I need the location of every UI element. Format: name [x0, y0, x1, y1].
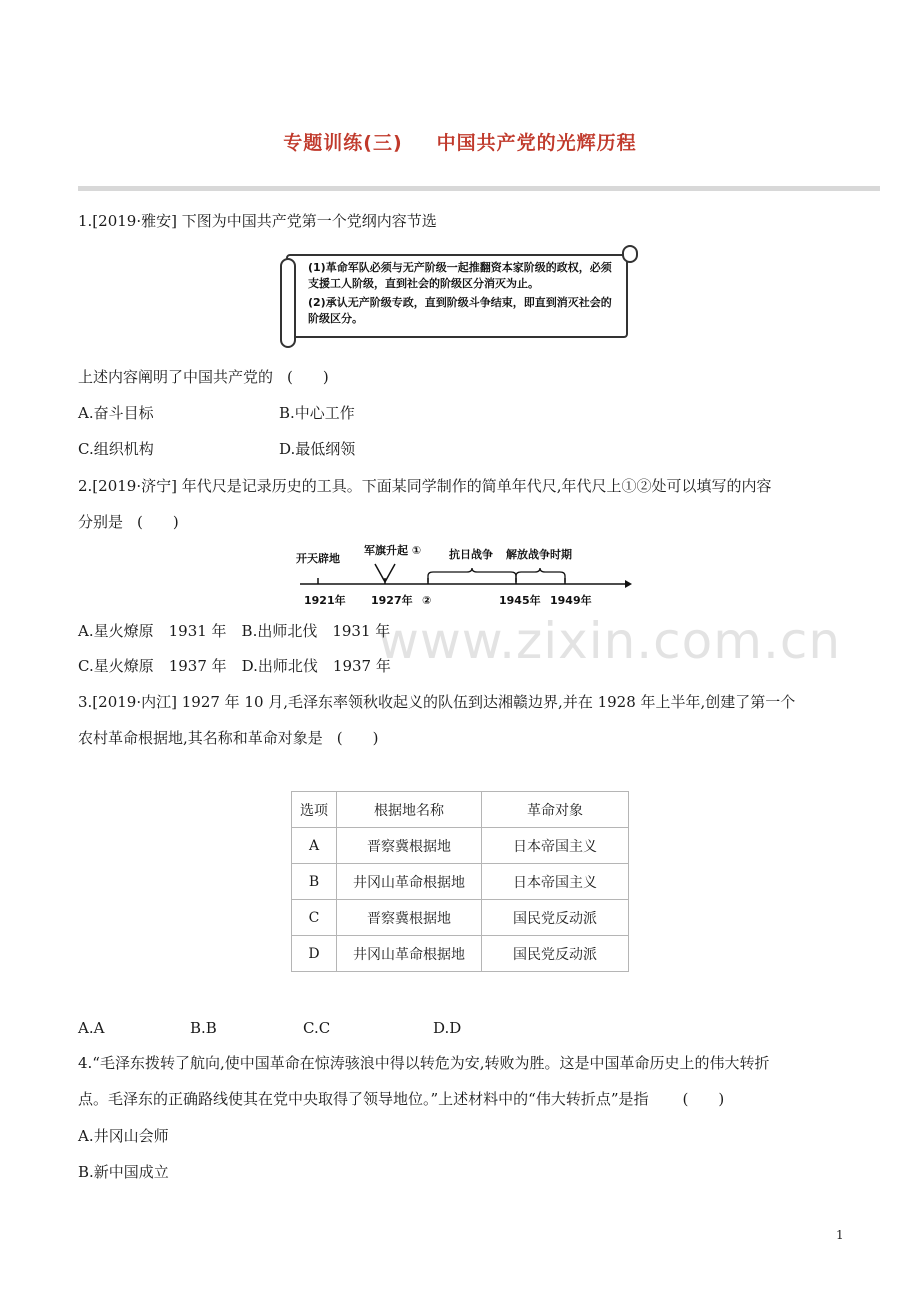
table-cell: 晋察冀根据地: [337, 900, 482, 936]
timeline-arrow: [625, 580, 632, 588]
q4-option-b: B.新中国成立: [78, 1163, 169, 1181]
year-2-blank: ②: [422, 594, 432, 607]
table-cell: 国民党反动派: [482, 900, 629, 936]
q1-question: [78, 367, 329, 387]
q2-options-row1: A.星火燎原 1931 年 B.出师北伐 1931 年: [78, 622, 391, 640]
page-number: 1: [836, 1228, 844, 1242]
q1-question-text: 上述内容阐明了中国共产党的: [78, 368, 274, 386]
table-row: [292, 864, 629, 900]
q2-answer-paren: ( ): [137, 513, 179, 531]
table-cell: 晋察冀根据地: [337, 828, 482, 864]
year-1927: 1927年: [371, 594, 413, 607]
title-part1: 专题训练(三): [283, 132, 403, 154]
scroll-curl-left: [280, 258, 296, 348]
q4-answer-paren: ( ): [682, 1090, 725, 1108]
q3-answer-paren: ( ): [336, 729, 379, 747]
q1-option-b: B.中心工作: [279, 404, 355, 422]
q2-timeline-figure: [292, 540, 632, 612]
q4-option-a: A.井冈山会师: [78, 1127, 169, 1145]
q1-option-d: D.最低纲领: [279, 440, 356, 458]
table-header: 根据地名称: [337, 792, 482, 828]
q2-stem-line1: 2.[2019·济宁] 年代尺是记录历史的工具。下面某同学制作的简单年代尺,年代尺上①②处可以填写的内容: [78, 477, 772, 495]
brace-war1: [428, 568, 516, 582]
q1-option-c: C.组织机构: [78, 440, 154, 458]
q2-stem-line2-text: 分别是: [78, 513, 124, 531]
table-cell: 国民党反动派: [482, 936, 629, 972]
q3-option-c: C.C: [303, 1019, 331, 1037]
label-war2: 解放战争时期: [506, 548, 572, 561]
table-cell: B: [292, 864, 337, 900]
q3-stem-line2: [78, 728, 379, 748]
q4-stem-line2-text: 点。毛泽东的正确路线使其在党中央取得了领导地位。”上述材料中的“伟大转折点”是指: [78, 1090, 649, 1108]
q4-stem-line2: [78, 1089, 724, 1109]
brace-war2: [516, 568, 565, 582]
year-1921: 1921年: [304, 594, 346, 607]
q1-option-a: A.奋斗目标: [78, 404, 154, 422]
title-part2: 中国共产党的光辉历程: [436, 132, 637, 154]
table-cell: A: [292, 828, 337, 864]
table-cell: 日本帝国主义: [482, 828, 629, 864]
q1-answer-paren: ( ): [287, 368, 329, 386]
table-header: 革命对象: [482, 792, 629, 828]
year-1945: 1945年: [499, 594, 541, 607]
label-flag: 军旗升起 ①: [364, 544, 422, 557]
table-cell: 井冈山革命根据地: [337, 936, 482, 972]
q3-option-d: D.D: [433, 1019, 462, 1037]
q3-stem-line2-text: 农村革命根据地,其名称和革命对象是: [78, 729, 323, 747]
table-row: [292, 936, 629, 972]
q1-scroll-line-2: (2)承认无产阶级专政，直到阶级斗争结束，即直到消灭社会的阶级区分。: [308, 296, 612, 325]
table-row: [292, 900, 629, 936]
table-cell: 井冈山革命根据地: [337, 864, 482, 900]
q1-scroll-figure: [286, 254, 628, 338]
q4-stem-line1: 4.“毛泽东拨转了航向,使中国革命在惊涛骇浪中得以转危为安,转败为胜。这是中国革命历史上的伟大转折: [78, 1054, 770, 1072]
q1-scroll-line-1: (1)革命军队必须与无产阶级一起推翻资本家阶级的政权，必须支援工人阶级，直到社会的阶级区分消灭为止。: [308, 261, 612, 290]
q1-stem: 1.[2019·雅安] 下图为中国共产党第一个党纲内容节选: [78, 212, 437, 230]
year-1949: 1949年: [550, 594, 592, 607]
scroll-curl-right: [622, 245, 638, 263]
table-cell: 日本帝国主义: [482, 864, 629, 900]
title-divider: [78, 186, 880, 191]
table-header: 选项: [292, 792, 337, 828]
q3-option-b: B.B: [190, 1019, 217, 1037]
table-header-row: [292, 792, 629, 828]
label-start: 开天辟地: [296, 552, 340, 565]
q3-answer-table: [291, 791, 629, 972]
table-cell: D: [292, 936, 337, 972]
page-title: [0, 128, 920, 155]
q2-options-row2: C.星火燎原 1937 年 D.出师北伐 1937 年: [78, 657, 391, 675]
watermark: www.zixin.com.cn: [378, 612, 842, 670]
q3-stem-line1: 3.[2019·内江] 1927 年 10 月,毛泽东率领秋收起义的队伍到达湘赣边界,并在 1928 年上半年,创建了第一个: [78, 693, 796, 711]
q2-stem-line2: [78, 512, 179, 532]
table-row: [292, 828, 629, 864]
label-war1: 抗日战争: [449, 548, 493, 561]
table-cell: C: [292, 900, 337, 936]
q3-option-a: A.A: [78, 1019, 105, 1037]
